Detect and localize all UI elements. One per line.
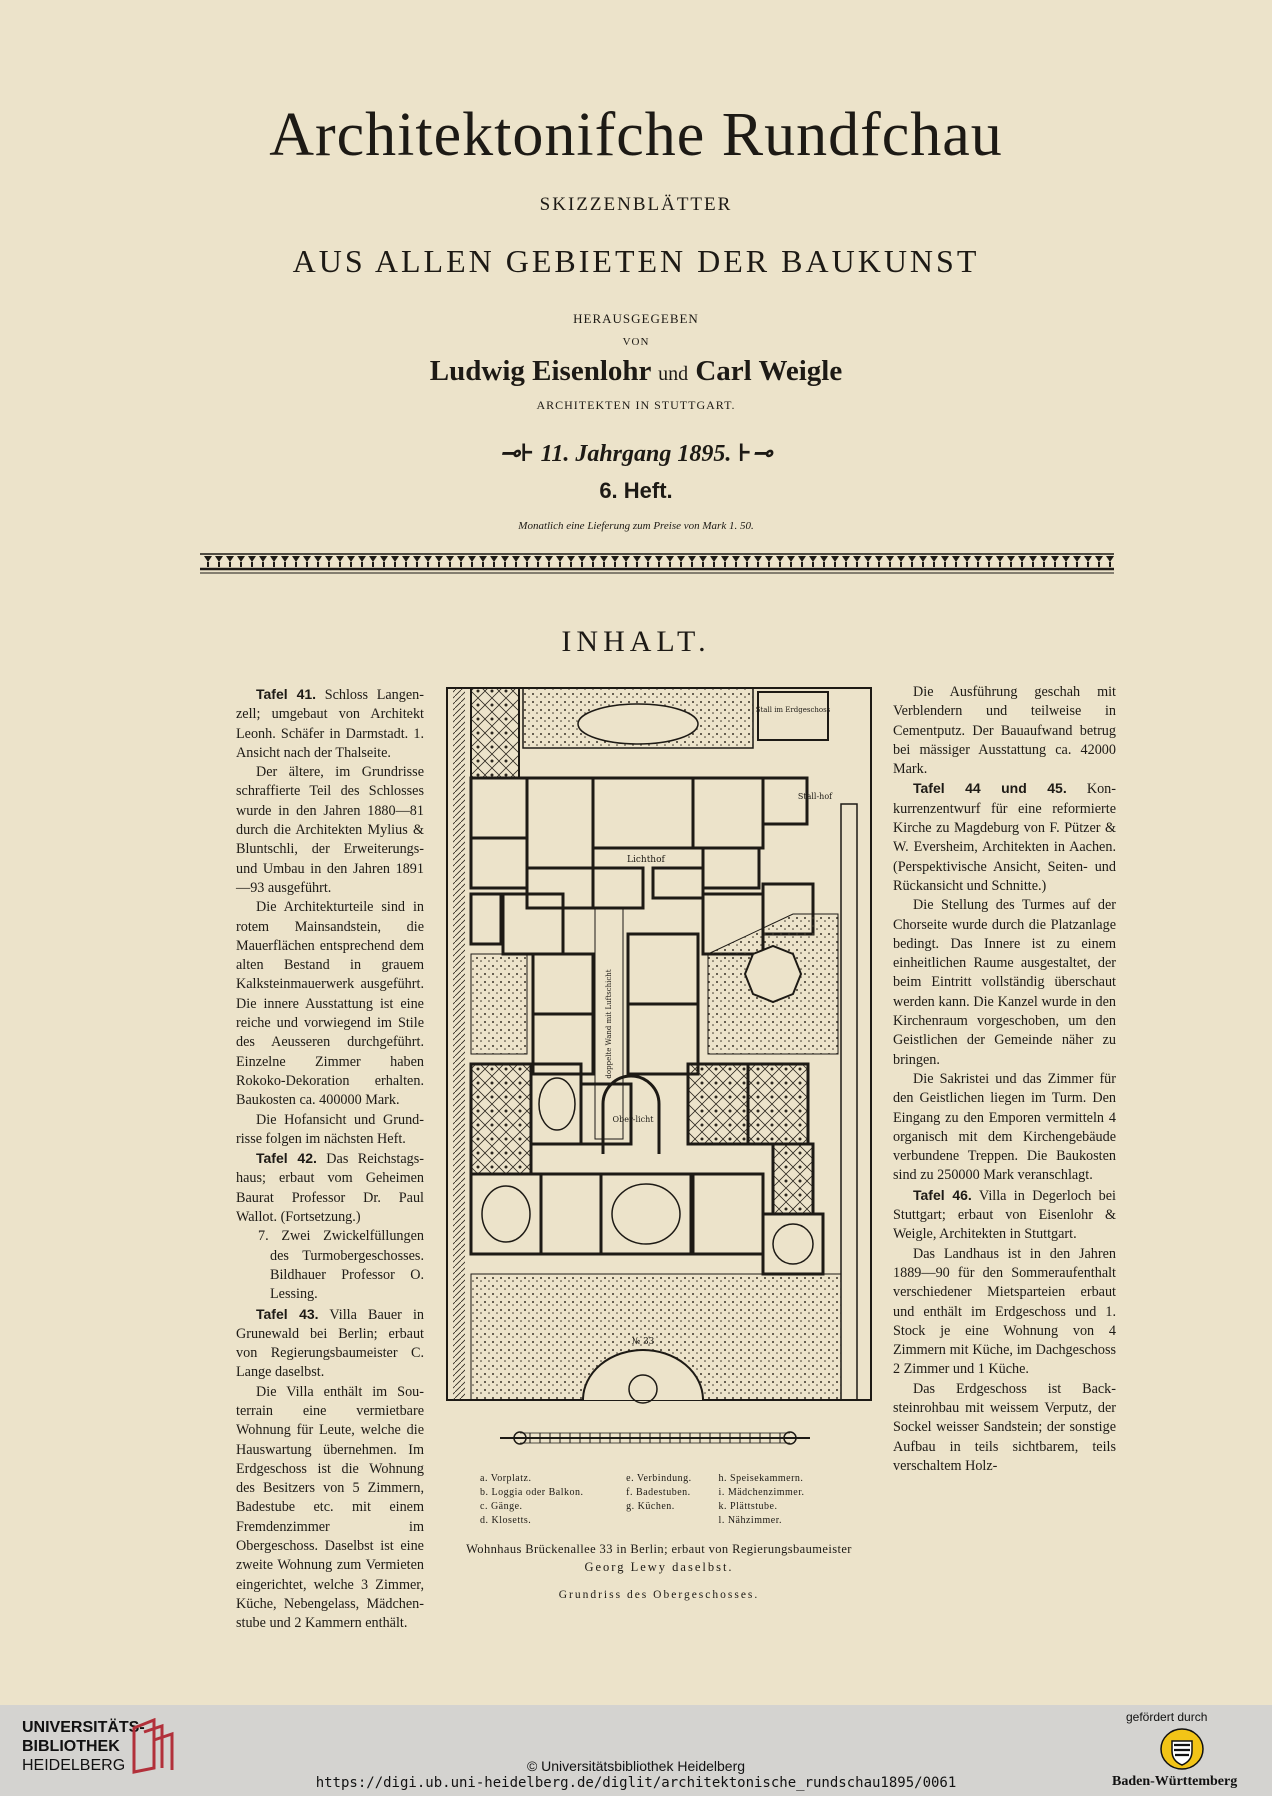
legend-row [480,1500,840,1514]
legend-item: a. Vorplatz. [480,1473,532,1484]
library-name-line: BIBLIOTHEK [22,1738,120,1755]
plan-caption [443,1540,875,1576]
subtitle-baukunst: AUS ALLEN GEBIETEN DER BAUKUNST [292,243,980,279]
legend-row [480,1472,840,1486]
contents-heading: INHALT. [561,625,711,658]
von-label: VON [622,336,650,348]
paragraph-text: Die Sakristei und das Zimmer für den Geistlichen liegen im Turm. Den Eingang zu den Emporen vermitteln 4 organisch mit dem Kirchengebäude verbundene Treppen. Die Baukosten sind zu 250000 Mark veranschlagt. [893,1070,1116,1184]
plan-label-wall: doppelte Wand mit Luftschicht [605,969,613,1079]
scale-bar [490,1418,820,1458]
baden-wuerttemberg-crest-icon [1160,1727,1204,1771]
paragraph-text: Die Villa enthält im Souterrain eine vermietbare Wohnung für Leute, welche die Hauswartung übernehmen. Im Erdgeschoss ist die Wohnung des Besitzers von 5 Zimmern, Badestube etc. mit einem Fremdenzimmer im Obergeschoss. Daselbst ist eine zweite Wohnung zum Vermieten eingerichtet, welche 3 Zimmer, Küche, Nebengelass, Mädchenstube und 2 Kammern enthält. [236,1383,424,1632]
author-eisenlohr: Ludwig Eisenlohr [429,355,651,387]
plan-label-lichthof: Lichthof [627,855,665,865]
tafel-label: Tafel 42. [256,1150,317,1167]
right-text-column [893,683,1116,1476]
legend-item: d. Klosetts. [480,1515,532,1526]
legend-row [480,1486,840,1500]
und-word: und [658,363,689,385]
list-item: 7. Zwei Zwickelfüllungen des Turmobergeschosses. Bildhauer Professor O. Lessing. [258,1228,424,1303]
legend-row [480,1514,840,1528]
tafel-label: Tafel 44 und 45. [913,780,1067,797]
jahrgang-line: ⊸⊦ 11. Jahrgang 1895. ⊦⊸ [499,441,773,467]
heft-number: 6. Heft. [599,478,673,503]
tafel-43-paragraph [236,1305,424,1383]
subtitle-skizzenblaetter: SKIZZENBLÄTTER [539,194,733,215]
tafel-label: Tafel 43. [256,1305,319,1322]
plan-legend [480,1472,840,1528]
legend-item: g. Küchen. [626,1501,675,1512]
library-name-line: UNIVERSITÄTS- [22,1719,145,1736]
paragraph-text: Das Landhaus ist in den Jahren 1889—90 für den Sommeraufenthalt verschiedener Mietsparteien erbaut und enthält im Erdgeschoss und 1. Stock je eine Wohnung von 4 Zimmern mit Küche, im Dachgeschoss 2 Zimmer und 1 Küche. [893,1245,1116,1378]
paragraph-text: Villa in Degerloch bei Stuttgart; erbaut von Eisenlohr & Weigle, Architekten in Stuttgart. [893,1187,1116,1243]
legend-item: h. Speisekammern. [718,1473,804,1484]
paragraph-text: Die Hofansicht und Grundrisse folgen im nächsten Heft. [236,1111,424,1147]
paragraph-text: Schloss Langenzell; umgebaut von Architekt Leonh. Schäfer in Darmstadt. 1. Ansicht nach der Thalseite. [236,687,424,761]
legend-item: k. Plättstube. [718,1501,778,1512]
paragraph-text: Die Architekturteile sind in rotem Mainsandstein, die Mauerflächen entsprechend dem alten Bestand in grauem Kalksteinmauerwerk ausgeführt. Die innere Ausstattung ist eine reiche und vorwiegend im Stile des Aeusseren durchgeführt. Einzelne Zimmer haben Rokoko-Dekoration erhalten. Baukosten ca. 400000 Mark. [236,899,424,1109]
caption-line: Georg Lewy daselbst. [584,1560,734,1574]
left-text-column [236,685,424,1634]
legend-item: c. Gänge. [480,1501,523,1512]
authors-line [0,355,1272,388]
legend-item: l. Nähzimmer. [718,1515,782,1526]
tafel-label: Tafel 46. [913,1186,972,1203]
source-url-link[interactable]: https://digi.ub.uni-heidelberg.de/diglit/architektonische_rundschau1895/0061 [315,1775,957,1791]
paragraph-text: Der ältere, im Grundrisse schraffierte Teil des Schlosses wurde in den Jahren 1880—81 durch die Architekten Mylius & Bluntschli, der Erweiterungs- und Umbau in den Jahren 1891—93 ausgeführt. [236,764,424,896]
paragraph-text: Konkurrenzentwurf für eine reformierte Kirche zu Magdeburg von F. Pützer & W. Eversheim, Architekten in Aachen. (Perspektivische Ansicht, Seiten- und Rückansicht und Schnitte.) [893,781,1117,894]
tafel-label: Tafel 41. [256,686,317,702]
paragraph-text: Die Ausführung geschah mit Verblendern und teilweise in Cementputz. Der Bauaufwand betrug bei mässiger Ausstattung ca. 42000 Mark. [893,684,1116,778]
copyright-text: © Universitätsbibliothek Heidelberg [526,1758,746,1774]
plan-label-stallhof: Stall-hof [797,792,833,801]
legend-item: f. Badestuben. [626,1487,691,1498]
floor-plan [443,684,875,1404]
sponsor-label: gefördert durch [1126,1710,1208,1724]
price-line: Monatlich eine Lieferung zum Preise von Mark 1. 50. [518,520,754,532]
plan-label-number: № 33 [631,1337,655,1347]
caption-line: Wohnhaus Brückenallee 33 in Berlin; erbaut von Regierungsbaumeister [466,1542,852,1556]
paragraph-text: Die Stellung des Turmes auf der Chorseite wurde durch die Platzanlage bedingt. Das Innere ist zu einem einheitlichen Raume ausgestaltet, der beim Eintritt vollständig überschaut werden kann. Die Kanzel wurde in den Kirchenraum vorgeschoben, um den Geistlichen der Gemeinde näher zu bringen. [893,897,1116,1068]
tafel-44-paragraph [893,779,1116,896]
legend-item: i. Mädchenzimmer. [718,1487,805,1498]
paragraph-text: Villa Bauer in Grunewald bei Berlin; erbaut von Regierungsbaumeister C. Lange daselbst. [236,1306,424,1381]
author-weigle: Carl Weigle [695,355,843,387]
journal-title: Architektonifche Rundfchau [269,101,1003,169]
state-name: Baden-Württemberg [1112,1774,1238,1789]
plan-subcaption: Grundriss des Obergeschosses. [558,1589,760,1601]
legend-item: b. Loggia oder Balkon. [480,1487,584,1498]
tafel-42-paragraph [236,1149,424,1227]
library-name-line: HEIDELBERG [22,1757,126,1774]
tafel-46-paragraph [893,1186,1116,1245]
legend-item [626,1514,718,1528]
ornamental-border [200,552,1114,574]
herausgegeben-label: HERAUSGEGEBEN [573,311,699,326]
plan-label-oberlicht: Ober-licht [612,1115,654,1124]
paragraph-text: Das Reichstagshaus; erbaut vom Geheimen Baurat Professor Dr. Paul Wallot. (Fortsetzung.) [236,1151,424,1226]
legend-item: e. Verbindung. [626,1473,692,1484]
architects-location: ARCHITEKTEN IN STUTTGART. [536,398,736,412]
tafel-41-paragraph [236,685,424,763]
paragraph-text: Das Erdgeschoss ist Backsteinrohbau mit weissem Verputz, der Sockel weisser Sandstein; der sonstige Aufbau in teils sichtbarem, teils verschaltem Holz- [893,1380,1116,1474]
plan-label-stall: Stall im Erdgeschoss [755,706,831,714]
